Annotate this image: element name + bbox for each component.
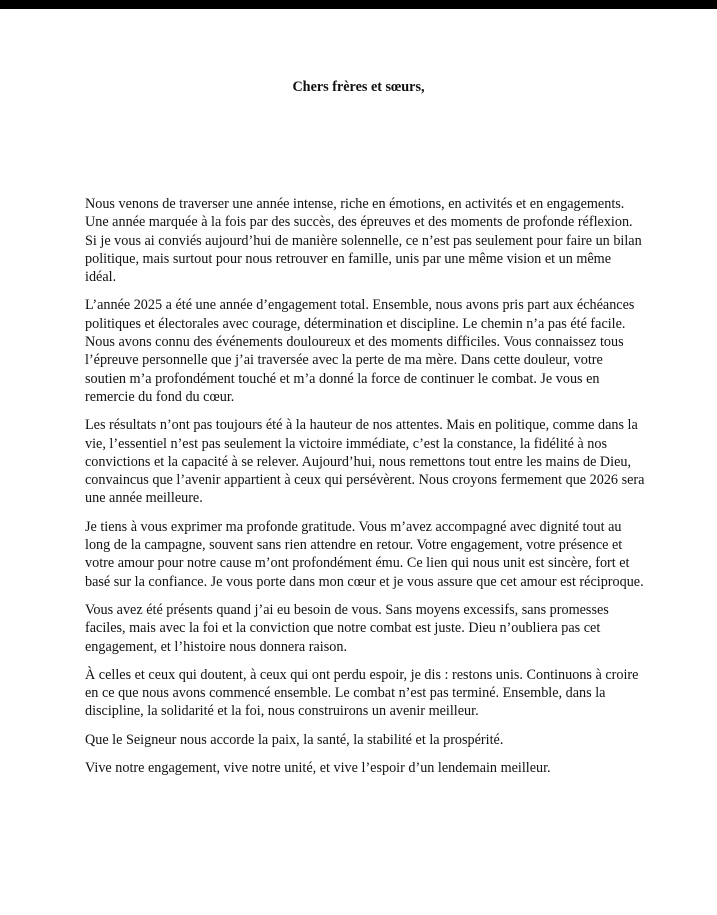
- paragraph-year-2025: L’année 2025 a été une année d’engagement total. Ensemble, nous avons pris part aux échéances politiques et électorales avec courage, détermination et discipline. Le chemin n’a pas été facile. Nous avons connu des événements douloureux et des moments difficiles. Vous connaissez tous l’épreuve personnelle que j’ai traversée avec la perte de ma mère. Dans cette douleur, votre soutien m’a profondément touché et m’a donné la force de continuer le combat. Je vous en remercie du fond du cœur.: [85, 297, 635, 405]
- paragraph-unity: À celles et ceux qui doutent, à ceux qui ont perdu espoir, je dis : restons unis. Continuons à croire en ce que nous avons commencé ensemble. Le combat n’est pas terminé. Ensemble, dans la discipline, la solidarité et la foi, nous construirons un avenir meilleur.: [85, 666, 639, 720]
- letter-body: [85, 195, 645, 787]
- paragraph-gratitude: Je tiens à vous exprimer ma profonde gratitude. Vous m’avez accompagné avec dignité tout au long de la campagne, souvent sans rien attendre en retour. Votre engagement, votre présence et votre amour pour notre cause m’ont profondément ému. Ce lien qui nous unit est sincère, fort et basé sur la confiance. Je vous porte dans mon cœur et je vous assure que cet amour est réciproque.: [85, 518, 644, 590]
- paragraph-intro: Nous venons de traverser une année intense, riche en émotions, en activités et en engagements. Une année marquée à la fois par des succès, des épreuves et des moments de profonde réflexion. Si je vous ai conviés aujourd’hui de manière solennelle, ce n’est pas seulement pour faire un bilan politique, mais surtout pour nous retrouver en famille, unis par une même vision et un même idéal.: [85, 196, 642, 286]
- salutation-heading: Chers frères et sœurs,: [292, 79, 425, 95]
- paragraph-closing: Vive notre engagement, vive notre unité, et vive l’espoir d’un lendemain meilleur.: [85, 760, 551, 777]
- paragraph-results: Les résultats n’ont pas toujours été à la hauteur de nos attentes. Mais en politique, comme dans la vie, l’essentiel n’est pas seulement la victoire immédiate, c’est la constance, la fidélité à nos convictions et la capacité à se relever. Aujourd’hui, nous remettons tout entre les mains de Dieu, convaincus que l’avenir appartient à ceux qui persévèrent. Nous croyons fermement que 2026 sera une année meilleure.: [85, 417, 645, 507]
- top-edge-bar: [0, 0, 717, 9]
- paragraph-blessing: Que le Seigneur nous accorde la paix, la santé, la stabilité et la prospérité.: [85, 731, 504, 748]
- document-page: [0, 9, 717, 915]
- paragraph-presence: Vous avez été présents quand j’ai eu besoin de vous. Sans moyens excessifs, sans promesses faciles, mais avec la foi et la conviction que notre combat est juste. Dieu n’oubliera pas cet engagement, et l’histoire nous donnera raison.: [85, 601, 609, 655]
